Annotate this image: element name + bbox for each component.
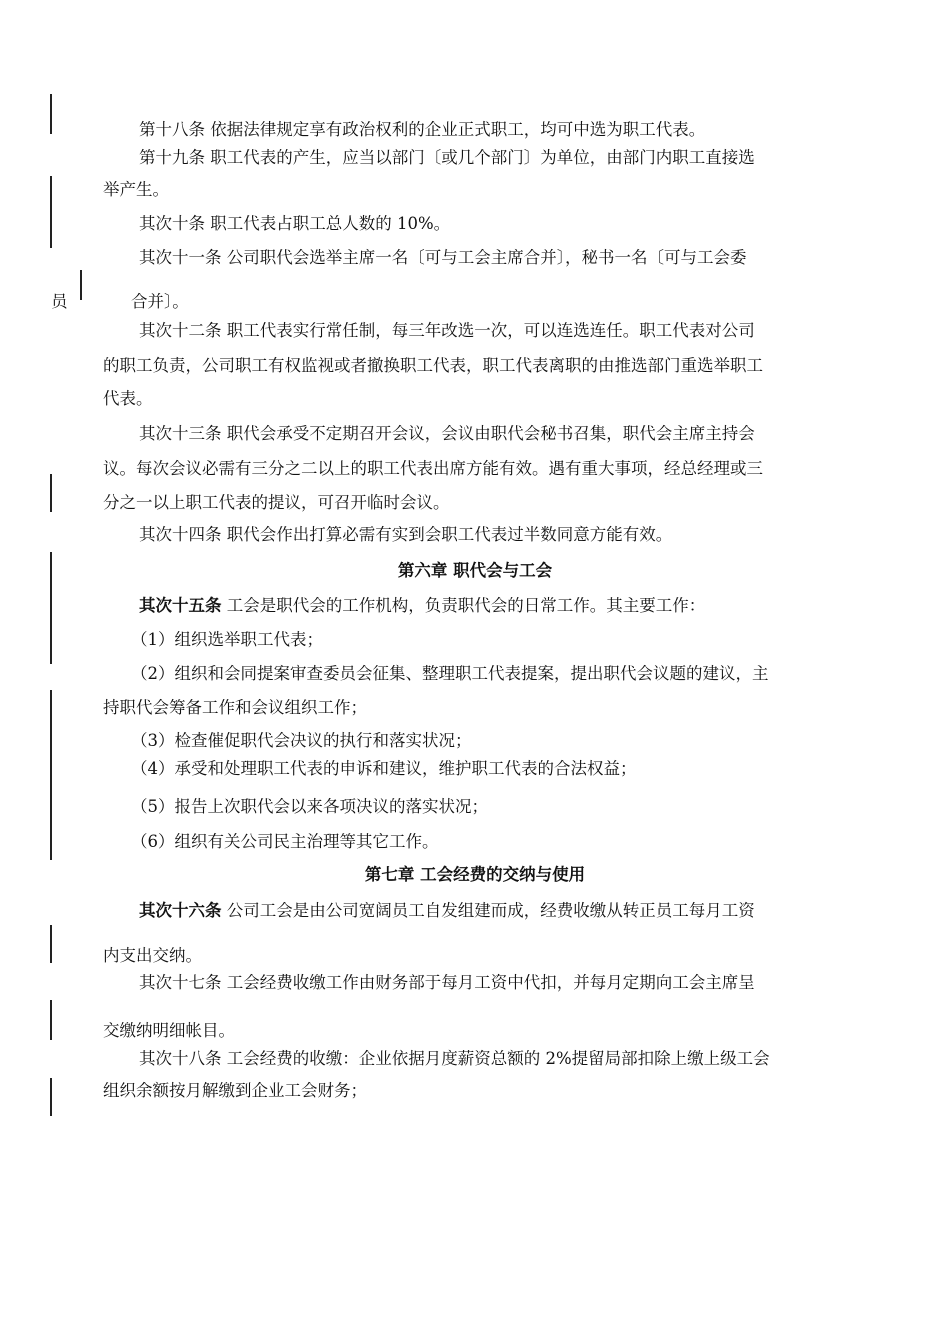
item-6: （6）组织有关公司民主治理等其它工作。 — [131, 832, 439, 851]
article-21-cont: 合并〕。 — [131, 292, 189, 311]
article-22: 其次十二条 职工代表实行常任制，每三年改选一次，可以连选连任。职工代表对公司 — [139, 321, 755, 340]
article-22-cont-2: 代表。 — [103, 389, 153, 408]
item-2: （2）组织和会同提案审查委员会征集、整理职工代表提案，提出职代会议题的建议，主 — [131, 664, 769, 683]
article-25-label: 其次十五条 — [139, 596, 222, 615]
article-25 — [139, 596, 705, 616]
article-20: 其次十条 职工代表占职工总人数的 10%。 — [139, 214, 451, 233]
article-25-text: 工会是职代会的工作机构，负责职代会的日常工作。其主要工作： — [221, 596, 706, 615]
chapter-6-heading: 第六章 职代会与工会 — [397, 561, 553, 580]
article-26-label: 其次十六条 — [139, 901, 222, 920]
revision-bar — [50, 690, 52, 860]
revision-bar — [50, 1000, 52, 1040]
revision-bar — [50, 1078, 52, 1116]
item-5: （5）报告上次职代会以来各项决议的落实状况； — [131, 797, 488, 816]
article-27-cont: 交缴纳明细帐目。 — [103, 1021, 235, 1040]
article-19-cont: 举产生。 — [103, 180, 169, 199]
article-23-cont-1: 议。每次会议必需有三分之二以上的职工代表出席方能有效。遇有重大事项，经总经理或三 — [103, 459, 763, 478]
article-19: 第十九条 职工代表的产生，应当以部门〔或几个部门〕为单位，由部门内职工直接选 — [139, 148, 755, 167]
revision-bar — [50, 474, 52, 512]
item-3: （3）检查催促职代会决议的执行和落实状况； — [131, 731, 472, 750]
article-27: 其次十七条 工会经费收缴工作由财务部于每月工资中代扣，并每月定期向工会主席呈 — [139, 973, 755, 992]
article-26-text: 公司工会是由公司宽阔员工自发组建而成，经费收缴从转正员工每月工资 — [221, 901, 755, 920]
article-23-cont-2: 分之一以上职工代表的提议，可召开临时会议。 — [103, 493, 450, 512]
article-24: 其次十四条 职代会作出打算必需有实到会职工代表过半数同意方能有效。 — [139, 525, 673, 544]
chapter-7-heading: 第七章 工会经费的交纳与使用 — [364, 865, 586, 884]
article-23: 其次十三条 职代会承受不定期召开会议，会议由职代会秘书召集，职代会主席主持会 — [139, 424, 755, 443]
article-22-cont-1: 的职工负责，公司职工有权监视或者撤换职工代表，职工代表离职的由推选部门重选举职工 — [103, 356, 763, 375]
article-18: 第十八条 依据法律规定享有政治权利的企业正式职工，均可中选为职工代表。 — [139, 120, 706, 139]
revision-bar — [50, 176, 52, 248]
article-28: 其次十八条 工会经费的收缴：企业依据月度薪资总额的 2%提留局部扣除上缴上级工会 — [139, 1049, 770, 1068]
item-4: （4）承受和处理职工代表的申诉和建议，维护职工代表的合法权益； — [131, 759, 637, 778]
revision-bar — [80, 270, 82, 300]
article-21-side-char: 员 — [51, 292, 68, 311]
article-28-cont: 组织余额按月解缴到企业工会财务； — [103, 1081, 367, 1100]
revision-bar — [50, 925, 52, 963]
article-26-cont: 内支出交纳。 — [103, 946, 202, 965]
item-1: （1）组织选举职工代表； — [131, 630, 323, 649]
item-2-cont: 持职代会筹备工作和会议组织工作； — [103, 698, 367, 717]
article-26 — [139, 901, 755, 921]
revision-bar — [50, 94, 52, 134]
article-21: 其次十一条 公司职代会选举主席一名〔可与工会主席合并〕，秘书一名〔可与工会委 — [139, 248, 747, 267]
